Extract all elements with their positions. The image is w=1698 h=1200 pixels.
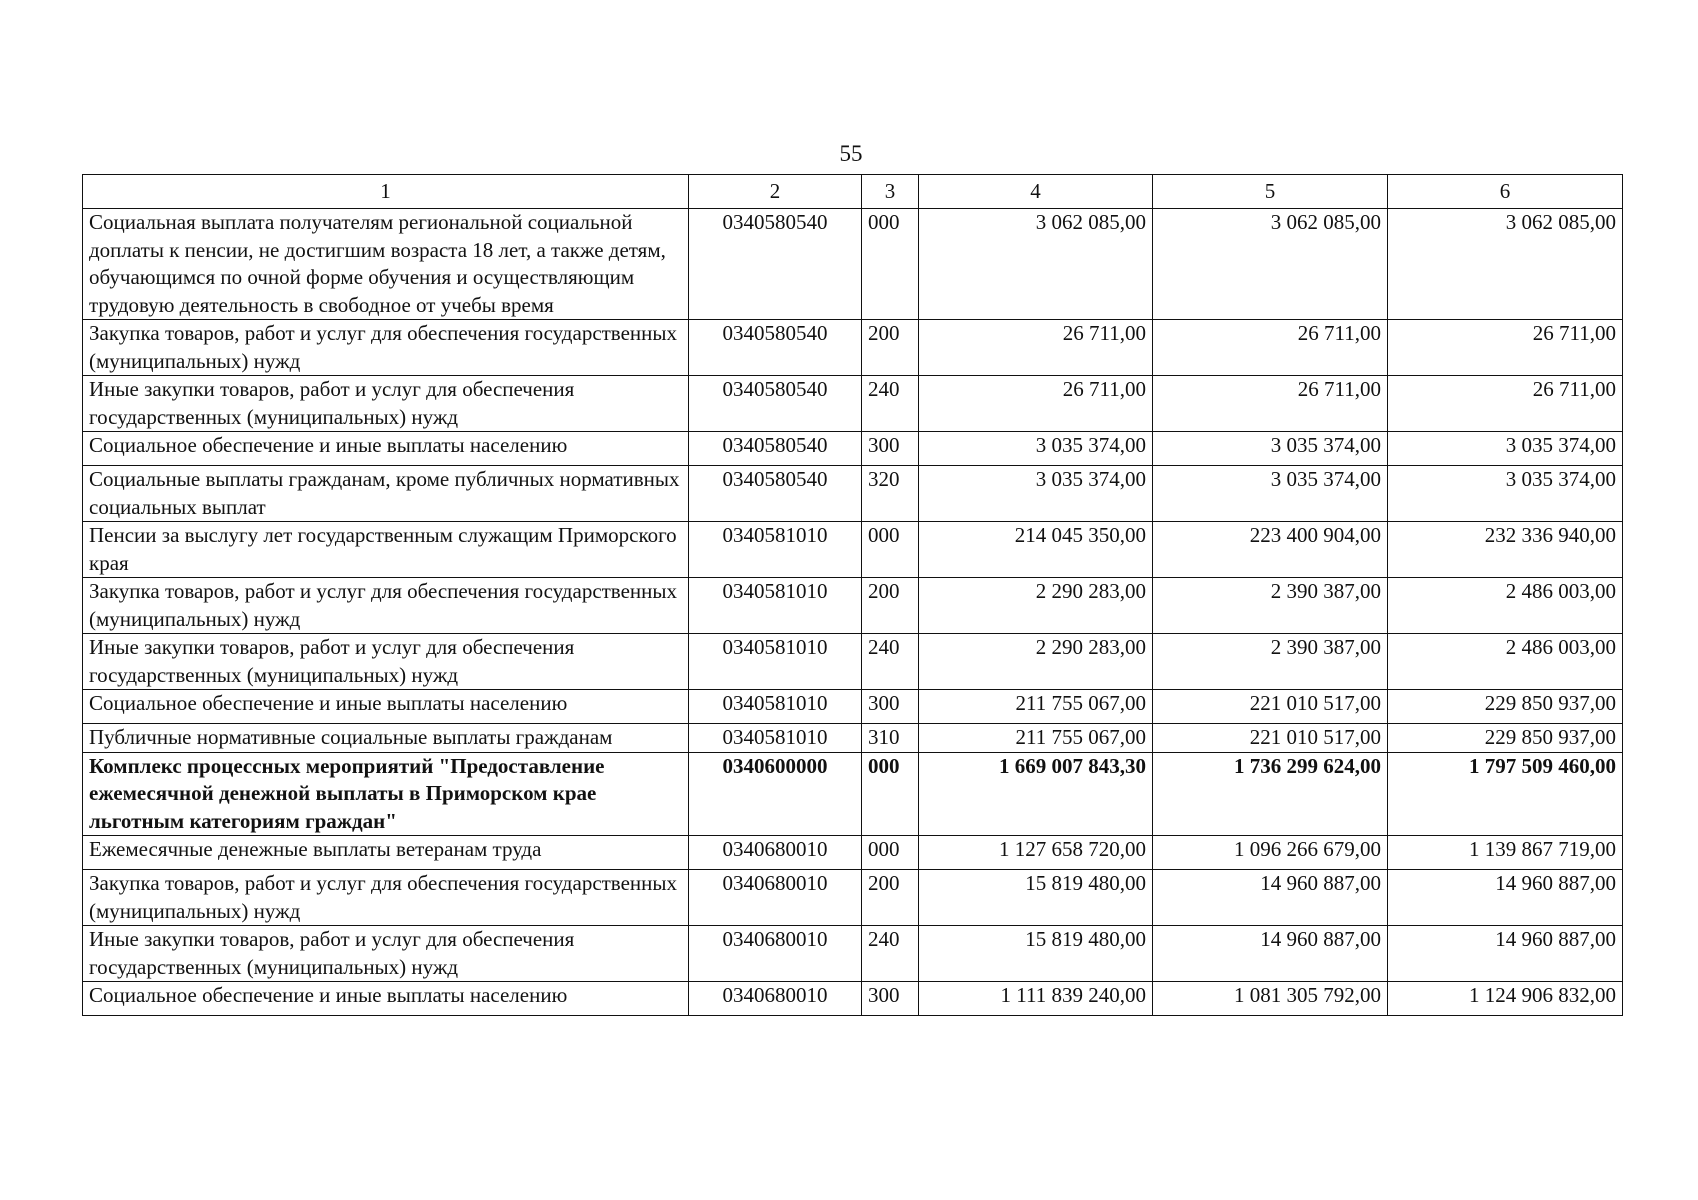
table-row-section-total xyxy=(83,752,1623,836)
expense-type-code: 000 xyxy=(862,836,919,870)
target-article-code: 0340680010 xyxy=(689,836,862,870)
header-cell-5: 5 xyxy=(1153,175,1388,209)
table-row xyxy=(83,209,1623,320)
expense-name: Комплекс процессных мероприятий "Предоставление ежемесячной денежной выплаты в Приморском крае льготным категориям граждан" xyxy=(83,752,689,836)
amount-col-6: 14 960 887,00 xyxy=(1388,926,1623,982)
amount-col-6: 3 062 085,00 xyxy=(1388,209,1623,320)
table-row xyxy=(83,432,1623,466)
amount-col-5: 26 711,00 xyxy=(1153,320,1388,376)
amount-col-6: 2 486 003,00 xyxy=(1388,634,1623,690)
amount-col-4: 3 035 374,00 xyxy=(919,466,1153,522)
target-article-code: 0340580540 xyxy=(689,466,862,522)
table-row xyxy=(83,634,1623,690)
expense-name: Иные закупки товаров, работ и услуг для обеспечения государственных (муниципальных) нужд xyxy=(83,926,689,982)
expense-name: Закупка товаров, работ и услуг для обеспечения государственных (муниципальных) нужд xyxy=(83,578,689,634)
target-article-code: 0340581010 xyxy=(689,522,862,578)
expense-name: Социальное обеспечение и иные выплаты населению xyxy=(83,432,689,466)
expense-name: Закупка товаров, работ и услуг для обеспечения государственных (муниципальных) нужд xyxy=(83,870,689,926)
amount-col-4: 211 755 067,00 xyxy=(919,724,1153,753)
table-row xyxy=(83,870,1623,926)
expense-name: Социальная выплата получателям региональной социальной доплаты к пенсии, не достигшим возраста 18 лет, а также детям, обучающимся по очной форме обучения и осуществляющим трудовую деятельность в свободное от учебы время xyxy=(83,209,689,320)
amount-col-6: 26 711,00 xyxy=(1388,376,1623,432)
expense-name: Иные закупки товаров, работ и услуг для обеспечения государственных (муниципальных) нужд xyxy=(83,376,689,432)
amount-col-5: 3 062 085,00 xyxy=(1153,209,1388,320)
amount-col-4: 3 062 085,00 xyxy=(919,209,1153,320)
table-row xyxy=(83,376,1623,432)
amount-col-4: 3 035 374,00 xyxy=(919,432,1153,466)
amount-col-4: 214 045 350,00 xyxy=(919,522,1153,578)
amount-col-6: 3 035 374,00 xyxy=(1388,432,1623,466)
amount-col-6: 229 850 937,00 xyxy=(1388,724,1623,753)
target-article-code: 0340580540 xyxy=(689,432,862,466)
amount-col-5: 221 010 517,00 xyxy=(1153,724,1388,753)
table-row xyxy=(83,982,1623,1016)
page-number: 55 xyxy=(839,141,863,166)
header-cell-2: 2 xyxy=(689,175,862,209)
amount-col-5: 223 400 904,00 xyxy=(1153,522,1388,578)
amount-col-6: 1 139 867 719,00 xyxy=(1388,836,1623,870)
amount-col-6: 1 797 509 460,00 xyxy=(1388,752,1623,836)
table-row xyxy=(83,836,1623,870)
amount-col-4: 1 669 007 843,30 xyxy=(919,752,1153,836)
target-article-code: 0340680010 xyxy=(689,870,862,926)
header-cell-4: 4 xyxy=(919,175,1153,209)
budget-table xyxy=(82,174,1623,1016)
expense-type-code: 200 xyxy=(862,320,919,376)
target-article-code: 0340580540 xyxy=(689,320,862,376)
target-article-code: 0340680010 xyxy=(689,982,862,1016)
expense-name: Иные закупки товаров, работ и услуг для обеспечения государственных (муниципальных) нужд xyxy=(83,634,689,690)
amount-col-4: 15 819 480,00 xyxy=(919,926,1153,982)
expense-type-code: 240 xyxy=(862,376,919,432)
expense-name: Социальное обеспечение и иные выплаты населению xyxy=(83,690,689,724)
target-article-code: 0340580540 xyxy=(689,209,862,320)
expense-name: Пенсии за выслугу лет государственным служащим Приморского края xyxy=(83,522,689,578)
expense-type-code: 240 xyxy=(862,926,919,982)
amount-col-5: 1 096 266 679,00 xyxy=(1153,836,1388,870)
header-cell-3: 3 xyxy=(862,175,919,209)
table-row xyxy=(83,724,1623,753)
expense-type-code: 240 xyxy=(862,634,919,690)
expense-type-code: 000 xyxy=(862,752,919,836)
expense-name: Социальное обеспечение и иные выплаты населению xyxy=(83,982,689,1016)
header-cell-6: 6 xyxy=(1388,175,1623,209)
table-row xyxy=(83,690,1623,724)
target-article-code: 0340581010 xyxy=(689,634,862,690)
amount-col-6: 229 850 937,00 xyxy=(1388,690,1623,724)
amount-col-6: 3 035 374,00 xyxy=(1388,466,1623,522)
table-row xyxy=(83,466,1623,522)
expense-type-code: 200 xyxy=(862,870,919,926)
expense-type-code: 300 xyxy=(862,690,919,724)
amount-col-6: 1 124 906 832,00 xyxy=(1388,982,1623,1016)
amount-col-6: 232 336 940,00 xyxy=(1388,522,1623,578)
amount-col-5: 1 081 305 792,00 xyxy=(1153,982,1388,1016)
expense-type-code: 000 xyxy=(862,522,919,578)
amount-col-5: 1 736 299 624,00 xyxy=(1153,752,1388,836)
amount-col-6: 14 960 887,00 xyxy=(1388,870,1623,926)
table-row xyxy=(83,320,1623,376)
amount-col-5: 2 390 387,00 xyxy=(1153,634,1388,690)
expense-type-code: 000 xyxy=(862,209,919,320)
amount-col-5: 221 010 517,00 xyxy=(1153,690,1388,724)
target-article-code: 0340581010 xyxy=(689,578,862,634)
amount-col-4: 1 127 658 720,00 xyxy=(919,836,1153,870)
expense-type-code: 300 xyxy=(862,982,919,1016)
amount-col-4: 2 290 283,00 xyxy=(919,634,1153,690)
table-row xyxy=(83,522,1623,578)
target-article-code: 0340680010 xyxy=(689,926,862,982)
amount-col-5: 3 035 374,00 xyxy=(1153,466,1388,522)
amount-col-4: 211 755 067,00 xyxy=(919,690,1153,724)
expense-name: Социальные выплаты гражданам, кроме публичных нормативных социальных выплат xyxy=(83,466,689,522)
amount-col-6: 2 486 003,00 xyxy=(1388,578,1623,634)
amount-col-4: 2 290 283,00 xyxy=(919,578,1153,634)
amount-col-5: 3 035 374,00 xyxy=(1153,432,1388,466)
header-cell-1: 1 xyxy=(83,175,689,209)
expense-type-code: 300 xyxy=(862,432,919,466)
table-row xyxy=(83,578,1623,634)
expense-name: Ежемесячные денежные выплаты ветеранам труда xyxy=(83,836,689,870)
amount-col-5: 14 960 887,00 xyxy=(1153,926,1388,982)
expense-type-code: 320 xyxy=(862,466,919,522)
amount-col-4: 26 711,00 xyxy=(919,320,1153,376)
header-row xyxy=(83,175,1623,209)
table-row xyxy=(83,926,1623,982)
expense-type-code: 310 xyxy=(862,724,919,753)
amount-col-4: 26 711,00 xyxy=(919,376,1153,432)
expense-type-code: 200 xyxy=(862,578,919,634)
expense-name: Публичные нормативные социальные выплаты гражданам xyxy=(83,724,689,753)
target-article-code: 0340580540 xyxy=(689,376,862,432)
amount-col-5: 2 390 387,00 xyxy=(1153,578,1388,634)
target-article-code: 0340581010 xyxy=(689,690,862,724)
target-article-code: 0340600000 xyxy=(689,752,862,836)
amount-col-6: 26 711,00 xyxy=(1388,320,1623,376)
expense-name: Закупка товаров, работ и услуг для обеспечения государственных (муниципальных) нужд xyxy=(83,320,689,376)
amount-col-4: 15 819 480,00 xyxy=(919,870,1153,926)
amount-col-5: 26 711,00 xyxy=(1153,376,1388,432)
amount-col-5: 14 960 887,00 xyxy=(1153,870,1388,926)
amount-col-4: 1 111 839 240,00 xyxy=(919,982,1153,1016)
target-article-code: 0340581010 xyxy=(689,724,862,753)
